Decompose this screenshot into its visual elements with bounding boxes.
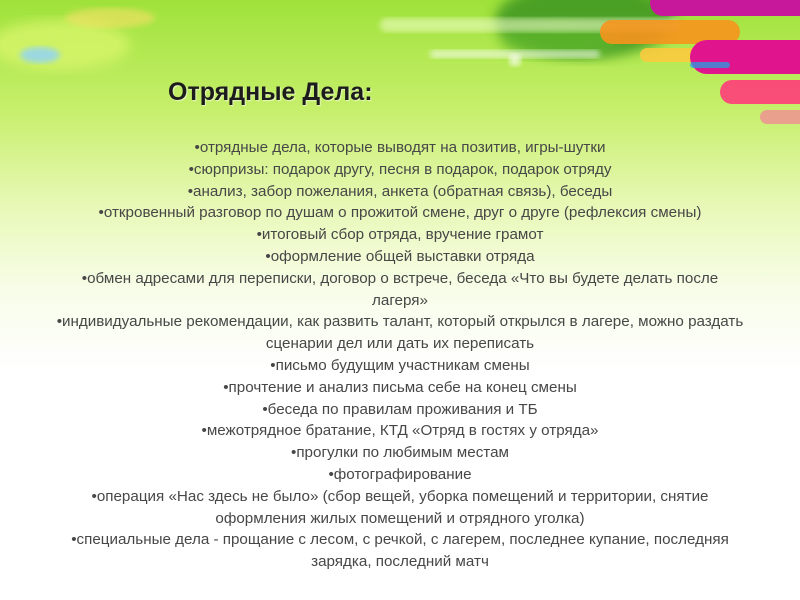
list-item: •обмен адресами для переписки, договор о встрече, беседа «Что вы будете делать после лагеря» [81, 269, 719, 309]
list-item: •операция «Нас здесь не было» (сбор вещей, уборка помещений и территории, снятие оформления жилых помещений и отрядного уголка) [91, 487, 709, 527]
list-item: •индивидуальные рекомендации, как развить талант, который открылся в лагере, можно раздать сценарии дел или дать их переписать [56, 313, 744, 353]
list-item: •сюрпризы: подарок другу, песня в подарок, подарок отряду [188, 160, 612, 178]
list-item: •оформление общей выставки отряда [265, 247, 535, 265]
list-item: •прогулки по любимым местам [291, 444, 509, 462]
list-item: •фотографирование [328, 465, 472, 483]
list-item: •анализ, забор пожелания, анкета (обратная связь), беседы [187, 182, 613, 200]
activities-list [20, 137, 780, 573]
list-item: •прочтение и анализ письма себе на конец смены [223, 378, 577, 396]
decorative-header-graphic [0, 0, 800, 160]
list-item: •письмо будущим участникам смены [270, 356, 530, 374]
list-item: •межотрядное братание, КТД «Отряд в гостях у отряда» [201, 422, 599, 440]
list-item: •специальные дела - прощание с лесом, с речкой, с лагерем, последнее купание, последняя зарядка, последний матч [71, 531, 729, 571]
list-item: •откровенный разговор по душам о прожитой смене, друг о друге (рефлексия смены) [98, 204, 702, 222]
slide-title: Отрядные Дела: [168, 78, 373, 106]
list-item: •отрядные дела, которые выводят на позитив, игры-шутки [194, 139, 606, 156]
list-item: •беседа по правилам проживания и ТБ [262, 400, 538, 418]
list-item: •итоговый сбор отряда, вручение грамот [256, 226, 544, 244]
